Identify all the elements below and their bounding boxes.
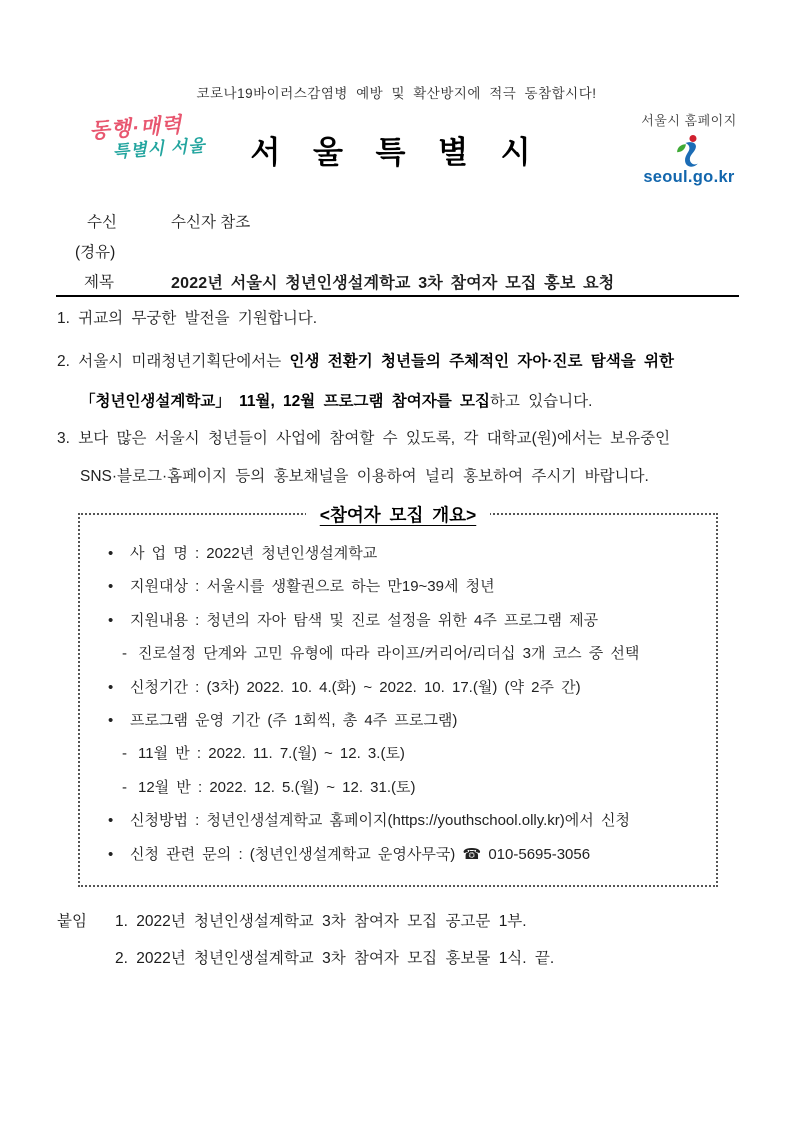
bullet-icon: • [108,578,114,596]
overview-subitem-december-class [108,771,702,804]
slogan-line2: 특별시 서울 [112,136,207,162]
via-label: (경유) [75,244,116,261]
overview-subitem-courses [108,637,702,670]
overview-item-text: 사 업 명 : 2022년 청년인생설계학교 [130,545,378,562]
seoul-symbol-icon [674,132,704,168]
letter-meta [57,206,743,296]
overview-item-text: 신청기간 : (3차) 2022. 10. 4.(화) ~ 2022. 10. 17.(월) (약 2주 간) [130,678,581,696]
paragraph-2-line1 [57,342,747,382]
overview-item-apply-method [108,804,702,837]
overview-item-support [108,604,702,637]
recipient-label: 수신 [87,214,117,231]
dash-icon: - [122,778,127,796]
overview-subitem-november-class [108,737,702,770]
overview-item-text: 지원대상 : 서울시를 생활권으로 하는 만19~39세 청년 [130,578,495,596]
bullet-icon: • [108,845,114,863]
overview-item-text: 신청 관련 문의 : (청년인생설계학교 운영사무국) ☎ 010-5695-3056 [130,845,591,863]
subject-label: 제목 [84,274,114,291]
overview-item-text: 진로설정 단계와 고민 유형에 따라 라이프/커리어/리더십 3개 코스 중 선택 [138,645,640,663]
overview-item-text: 신청방법 : 청년인생설계학교 홈페이지(https://youthschool.olly.kr)에서 신청 [130,812,630,830]
overview-item-eligibility [108,570,702,603]
subject-divider-line [56,295,739,297]
paragraph-3 [57,420,747,496]
slogan-line1: 동행·매력 [88,113,184,144]
attachments-list [115,903,554,977]
bullet-icon: • [108,678,114,696]
homepage-url: seoul.go.kr [643,168,735,186]
recruitment-overview-box [78,505,718,887]
attachments-label: 붙임 [57,913,87,930]
attachment-item-1: 1. 2022년 청년인생설계학교 3차 참여자 모집 공고문 1부. [115,913,527,930]
attachment-item-2: 2. 2022년 청년인생설계학교 3차 참여자 모집 홍보물 1식. 끝. [115,950,555,967]
paragraph-2-line2-bold: 「청년인생설계학교」 11월, 12월 프로그램 참여자를 모집 [80,393,490,410]
paragraph-2-line1-normal: 2. 서울시 미래청년기획단에서는 [57,353,282,370]
paragraph-3-line2: SNS·블로그·홈페이지 등의 홍보채널을 이용하여 널리 홍보하여 주시기 바랍니다. [80,468,649,485]
overview-item-text: 지원내용 : 청년의 자아 탐색 및 진로 설정을 위한 4주 프로그램 제공 [130,611,599,629]
attachments-section [57,903,554,977]
via-row [57,236,743,266]
paragraph-2 [57,342,747,422]
paragraph-2-line2 [57,382,747,422]
bullet-icon: • [108,712,114,730]
covid-notice-banner: 코로나19바이러스감염병 예방 및 확산방지에 적극 동참합시다! [196,86,597,101]
subject-row [57,266,743,296]
paragraph-1: 1. 귀교의 무궁한 발전을 기원합니다. [57,310,318,327]
overview-item-program-period [108,704,702,737]
homepage-block [629,110,749,187]
org-title: 서 울 특 별 시 [250,135,543,170]
overview-item-apply-period [108,671,702,704]
overview-item-project-name [108,537,702,570]
dash-icon: - [122,645,127,663]
overview-item-text: 12월 반 : 2022. 12. 5.(월) ~ 12. 31.(토) [138,778,416,796]
bullet-icon: • [108,611,114,629]
homepage-label: 서울시 홈페이지 [641,113,737,128]
overview-box-title-text: <참여자 모집 개요> [306,502,491,527]
paragraph-2-line1-bold: 인생 전환기 청년들의 주체적인 자아·진로 탐색을 위한 [289,353,674,370]
recipient-row [57,206,743,236]
overview-item-text: 11월 반 : 2022. 11. 7.(월) ~ 12. 3.(토) [138,745,405,763]
bullet-icon: • [108,545,114,562]
dash-icon: - [122,745,127,763]
subject-value: 2022년 서울시 청년인생설계학교 3차 참여자 모집 홍보 요청 [171,274,615,292]
overview-box-title [80,502,716,527]
overview-item-contact [108,838,702,871]
overview-item-text: 프로그램 운영 기간 (주 1회씩, 총 4주 프로그램) [130,712,458,730]
paragraph-3-line1: 3. 보다 많은 서울시 청년들이 사업에 참여할 수 있도록, 각 대학교(원)에서는 보유중인 [57,430,671,447]
recipient-value: 수신자 참조 [171,214,251,231]
paragraph-2-line2-normal: 하고 있습니다. [489,393,593,410]
bullet-icon: • [108,812,114,830]
